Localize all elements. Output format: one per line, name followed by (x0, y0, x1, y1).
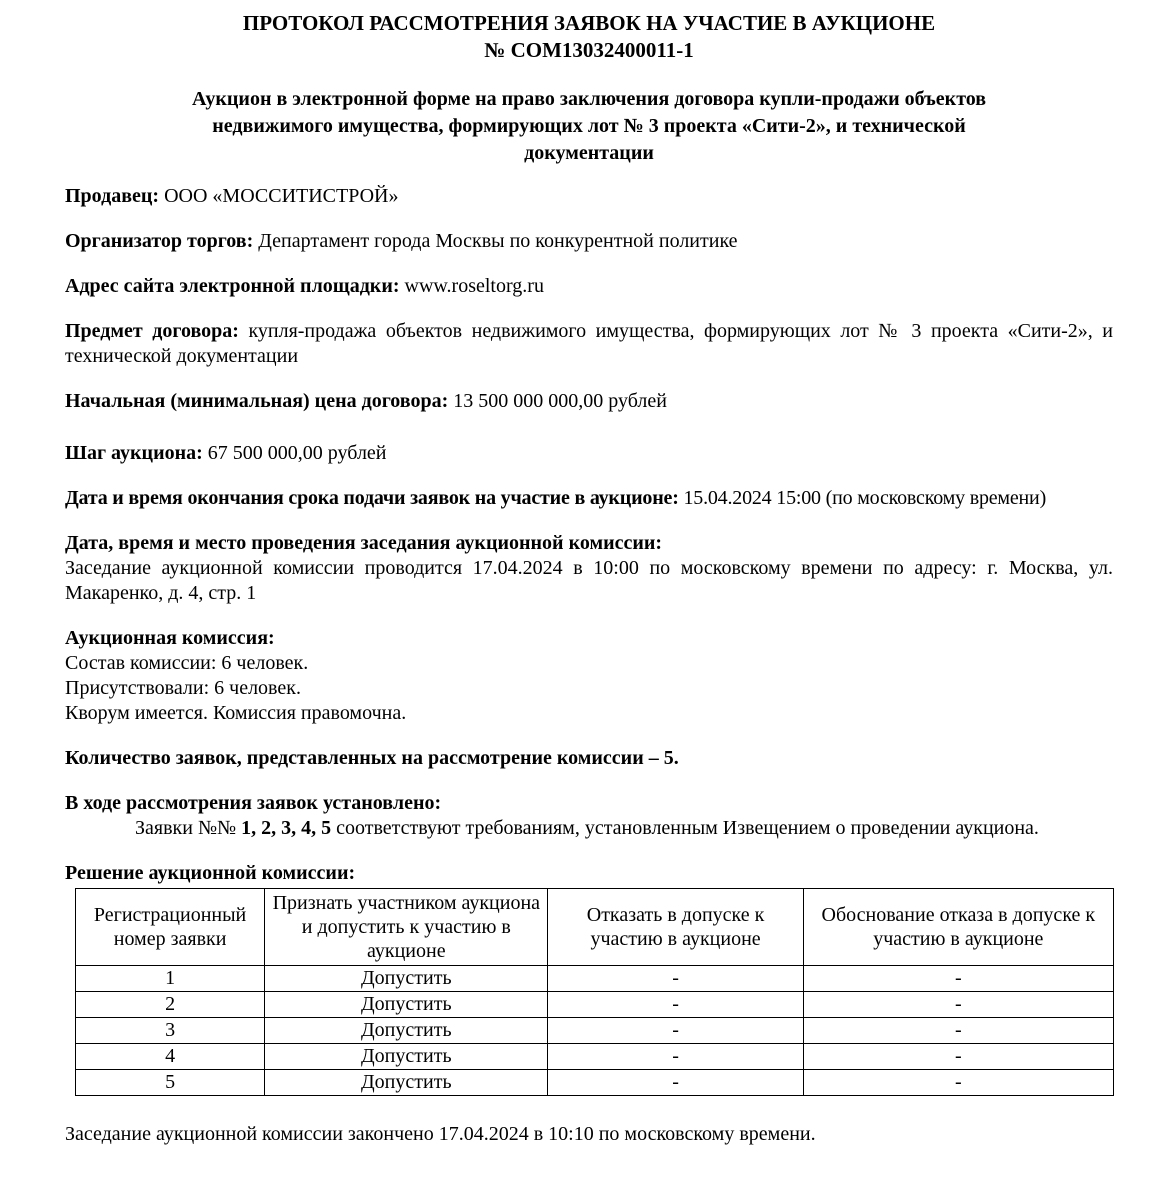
title-line-2: № COM13032400011-1 (484, 37, 694, 62)
meeting-text: Заседание аукционной комиссии проводится 17.04.2024 в 10:00 по московскому времени по адресу: г. Москва, ул. Макаренко, д. 4, стр. 1 (65, 556, 1113, 604)
commission-quorum: Кворум имеется. Комиссия правомочна. (65, 701, 407, 724)
column-header: Обоснование отказа в допуске к участию в аукционе (803, 888, 1113, 965)
table-cell: - (803, 1017, 1113, 1043)
subtitle-line-2: недвижимого имущества, формирующих лот № 3 проекта «Сити-2», и технической (212, 114, 966, 137)
table-cell: - (548, 991, 803, 1017)
title-line-1: ПРОТОКОЛ РАССМОТРЕНИЯ ЗАЯВОК НА УЧАСТИЕ В АУКЦИОНЕ (242, 11, 936, 35)
organizer-value: Департамент города Москвы по конкурентной политике (253, 229, 738, 252)
table-row (76, 991, 1114, 1017)
table-cell: 3 (76, 1017, 265, 1043)
organizer-label: Организатор торгов: (65, 229, 254, 252)
review-section (65, 791, 1113, 841)
commission-composition: Состав комиссии: 6 человек. (65, 651, 309, 674)
commission-section (65, 626, 1113, 726)
step-field (65, 441, 1113, 466)
subject-value: купля-продажа объектов недвижимого имущества, формирующих лот № 3 проекта «Сити-2», и технической документации (65, 319, 1114, 367)
table-cell: - (548, 1069, 803, 1095)
table-cell: Допустить (265, 1069, 548, 1095)
price-value: 13 500 000 000,00 рублей (448, 389, 667, 412)
applications-count: Количество заявок, представленных на рассмотрение комиссии – 5. (65, 746, 679, 769)
subtitle-line-3: документации (524, 141, 654, 164)
table-cell: 1 (76, 965, 265, 991)
closing-text: Заседание аукционной комиссии закончено 17.04.2024 в 10:10 по московскому времени. (65, 1122, 816, 1145)
subject-field (65, 319, 1113, 369)
meeting-label: Дата, время и место проведения заседания аукционной комиссии: (65, 531, 663, 554)
deadline-field (65, 486, 1113, 511)
table-cell: Допустить (265, 965, 548, 991)
review-numbers: 1, 2, 3, 4, 5 (241, 816, 332, 839)
column-header: Признать участником аукциона и допустить к участию в аукционе (265, 888, 548, 965)
table-cell: Допустить (265, 1017, 548, 1043)
subject-label: Предмет договора: (65, 319, 239, 342)
table-cell: 2 (76, 991, 265, 1017)
decision-label: Решение аукционной комиссии: (65, 861, 356, 884)
review-text: Заявки №№ 1, 2, 3, 4, 5 соответствуют требованиям, установленным Извещением о проведении аукциона. (135, 816, 1039, 839)
table-row (76, 1017, 1114, 1043)
price-field (65, 389, 1113, 414)
table-cell: 5 (76, 1069, 265, 1095)
step-label: Шаг аукциона: (65, 441, 203, 464)
column-header: Регистрационный номер заявки (76, 888, 265, 965)
table-row (76, 1043, 1114, 1069)
table-cell: - (548, 965, 803, 991)
document-title (65, 10, 1113, 64)
price-label: Начальная (минимальная) цена договора: (65, 389, 449, 412)
table-cell: - (548, 1017, 803, 1043)
document-page (65, 10, 1113, 1147)
table-cell: - (803, 1043, 1113, 1069)
commission-label: Аукционная комиссия: (65, 626, 275, 649)
review-label: В ходе рассмотрения заявок установлено: (65, 791, 442, 814)
table-cell: - (803, 965, 1113, 991)
table-cell: 4 (76, 1043, 265, 1069)
deadline-value: 15.04.2024 15:00 (по московскому времени) (678, 486, 1047, 509)
commission-present: Присутствовали: 6 человек. (65, 676, 301, 699)
seller-label: Продавец: (65, 184, 160, 207)
document-subtitle (65, 86, 1113, 167)
table-cell: Допустить (265, 991, 548, 1017)
table-cell: Допустить (265, 1043, 548, 1069)
table-row (76, 1069, 1114, 1095)
table-cell: - (803, 991, 1113, 1017)
seller-field (65, 184, 1113, 209)
organizer-field (65, 229, 1113, 254)
deadline-label: Дата и время окончания срока подачи заявок на участие в аукционе: (65, 486, 679, 509)
table-cell: - (548, 1043, 803, 1069)
table-header-row (76, 888, 1114, 965)
site-value: www.roseltorg.ru (399, 274, 544, 297)
site-label: Адрес сайта электронной площадки: (65, 274, 400, 297)
table-row (76, 965, 1114, 991)
decision-section (65, 861, 1113, 1096)
decision-table (75, 888, 1114, 1096)
column-header: Отказать в допуске к участию в аукционе (548, 888, 803, 965)
step-value: 67 500 000,00 рублей (202, 441, 387, 464)
meeting-section (65, 531, 1113, 606)
subtitle-line-1: Аукцион в электронной форме на право заключения договора купли-продажи объектов (191, 87, 987, 110)
site-field (65, 274, 1113, 299)
seller-value: ООО «МОССИТИСТРОЙ» (159, 184, 399, 207)
table-cell: - (803, 1069, 1113, 1095)
